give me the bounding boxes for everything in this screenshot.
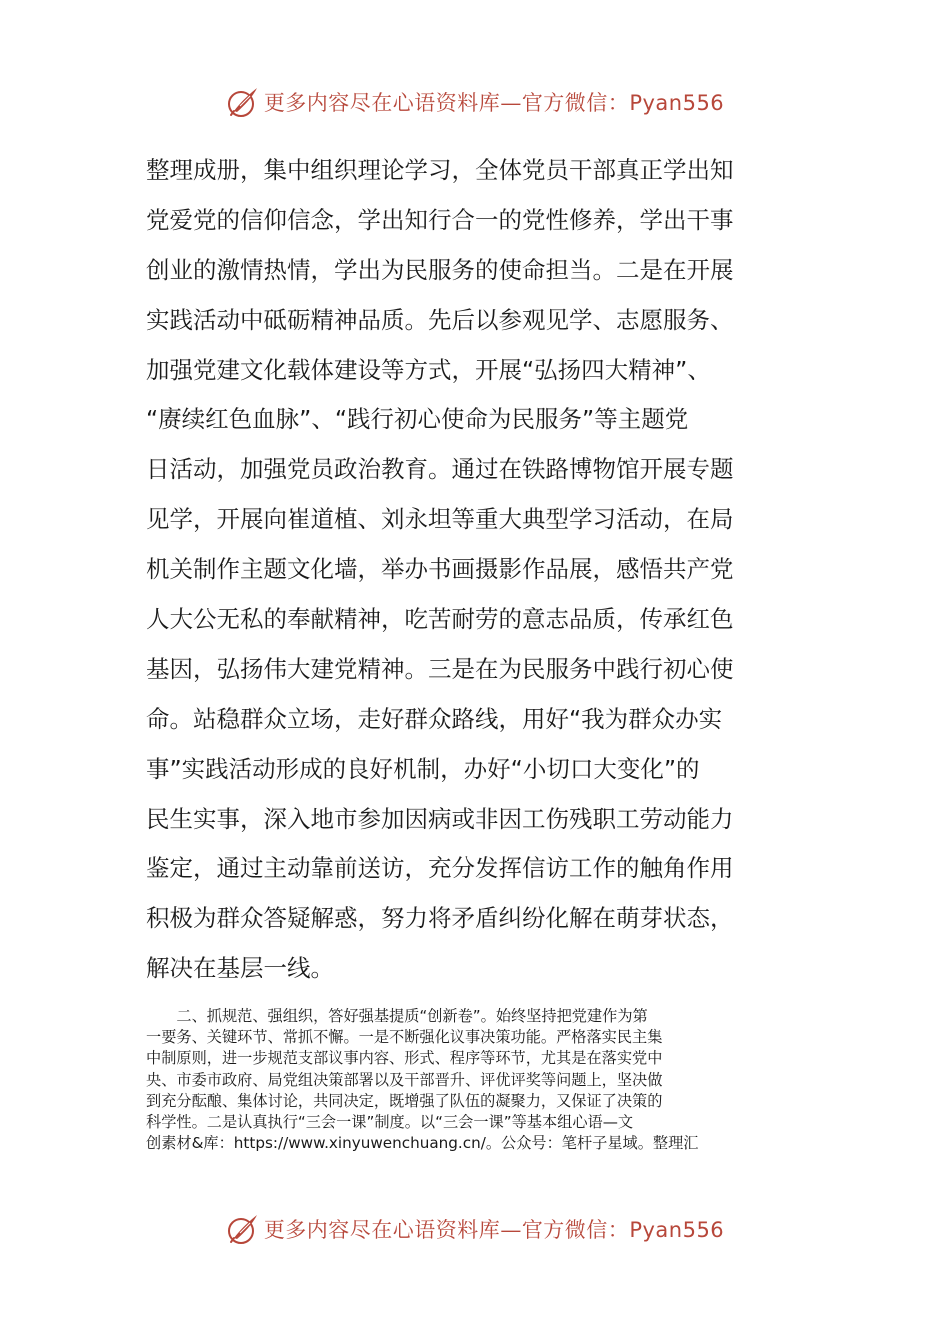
text-line: 央、市委市政府、局党组决策部署以及干部晋升、评优评奖等问题上，坚决做	[146, 1070, 663, 1089]
text-line: 命。站稳群众立场，走好群众路线，用好“我为群众办实	[146, 704, 723, 733]
text-line: 基因，弘扬伟大建党精神。三是在为民服务中践行初心使	[146, 654, 734, 683]
text-line: 创素材&库：https://www.xinyuwenchuang.cn/。公众号：笔杆子星域。整理汇	[146, 1134, 699, 1153]
text-line: 鉴定，通过主动靠前送访，充分发挥信访工作的触角作用	[146, 854, 734, 883]
header-brand: 更多内容尽在心语资料库	[263, 91, 501, 115]
text-line: 民生实事，深入地市参加因病或非因工伤残职工劳动能力	[146, 804, 734, 833]
text-line: 党爱党的信仰信念，学出知行合一的党性修养，学出干事	[146, 205, 734, 234]
main-paragraph	[146, 146, 806, 994]
footer-wechat-label: —官方微信：	[500, 1218, 630, 1242]
text-line: 到充分酝酿、集体讨论，共同决定，既增强了队伍的凝聚力，又保证了决策的	[146, 1091, 663, 1110]
quill-pen-icon	[226, 85, 260, 119]
text-line: 人大公无私的奉献精神，吃苦耐劳的意志品质，传承红色	[146, 605, 734, 634]
footer-banner	[0, 1209, 950, 1249]
footer-text	[264, 1214, 724, 1244]
quill-pen-icon	[226, 1212, 260, 1246]
text-line: 事”实践活动形成的良好机制，办好“小切口大变化”的	[146, 754, 700, 783]
text-line: 日活动，加强党员政治教育。通过在铁路博物馆开展专题	[146, 455, 734, 484]
text-line: 加强党建文化载体建设等方式，开展“弘扬四大精神”、	[146, 355, 711, 384]
text-line: 整理成册，集中组织理论学习，全体党员干部真正学出知	[146, 156, 734, 184]
header-banner	[0, 82, 950, 122]
header-wechat-label: —官方微信：	[500, 91, 630, 115]
section-two-paragraph	[146, 1006, 806, 1154]
text-line: 二、抓规范、强组织，答好强基提质“创新卷”。始终坚持把党建作为第	[146, 1007, 648, 1025]
text-line: 一要务、关键环节、常抓不懈。一是不断强化议事决策功能。严格落实民主集	[146, 1028, 663, 1047]
text-line: 解决在基层一线。	[146, 954, 334, 983]
text-line: 创业的激情热情，学出为民服务的使命担当。二是在开展	[146, 255, 734, 284]
text-line: 机关制作主题文化墙，举办书画摄影作品展，感悟共产党	[146, 555, 734, 584]
text-line: 中制原则，进一步规范支部议事内容、形式、程序等环节，尤其是在落实党中	[146, 1049, 663, 1068]
text-line: 科学性。二是认真执行“三会一课”制度。以“三会一课”等基本组心语—文	[146, 1112, 634, 1131]
footer-brand: 更多内容尽在心语资料库	[263, 1218, 501, 1242]
header-wechat-id: Pyan556	[629, 91, 725, 115]
footer-wechat-id: Pyan556	[629, 1218, 725, 1242]
text-line: 积极为群众答疑解惑，努力将矛盾纠纷化解在萌芽状态，	[146, 904, 734, 933]
header-text	[264, 87, 724, 117]
text-line: “赓续红色血脉”、“践行初心使命为民服务”等主题党	[146, 405, 689, 434]
text-line: 实践活动中砥砺精神品质。先后以参观见学、志愿服务、	[146, 305, 734, 334]
text-line: 见学，开展向崔道植、刘永坦等重大典型学习活动，在局	[146, 505, 734, 534]
